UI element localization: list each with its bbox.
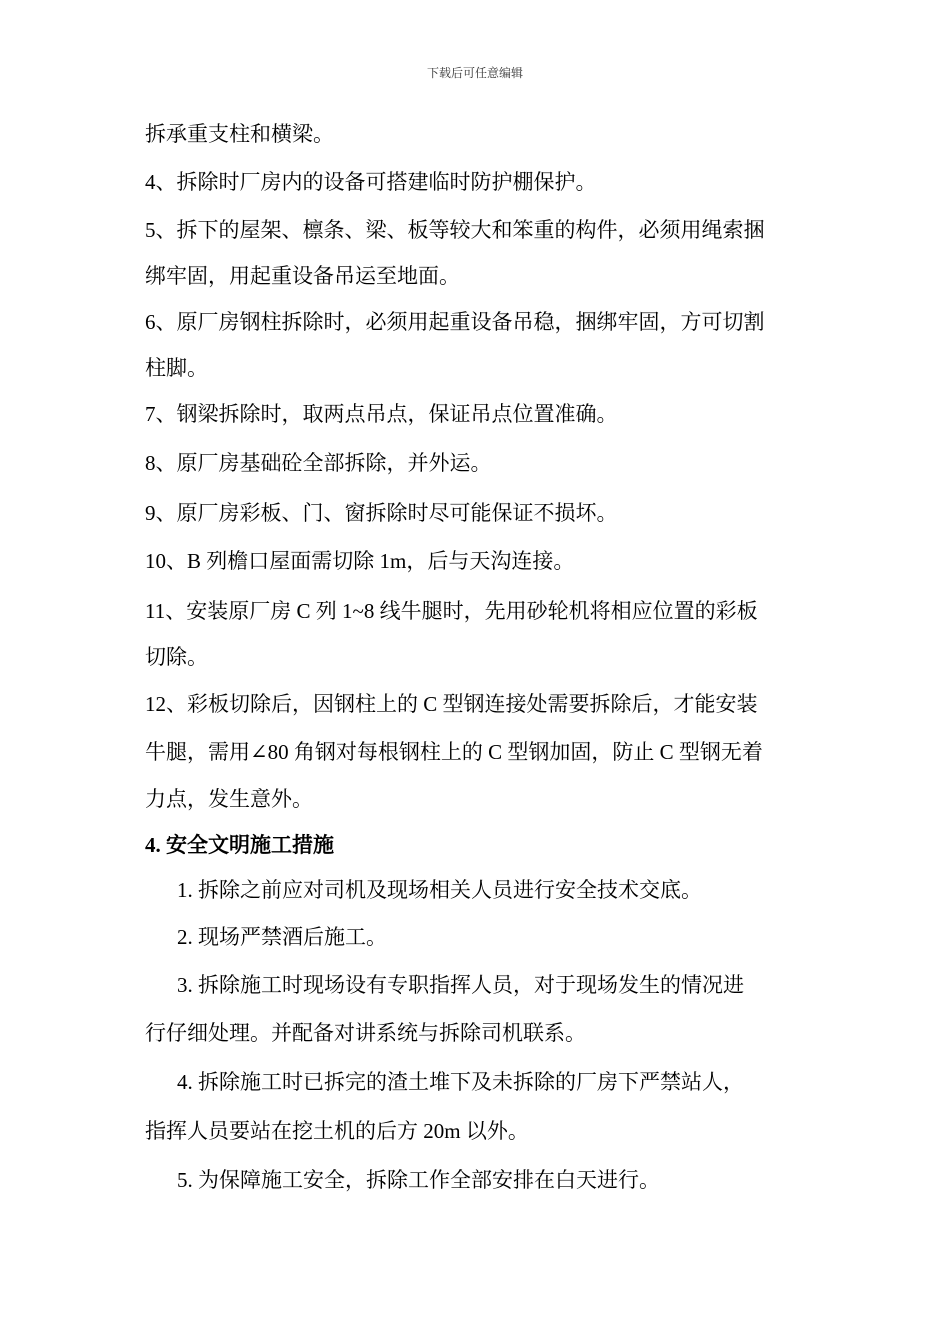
text-line: 10、B 列檐口屋面需切除 1m，后与天沟连接。 (145, 549, 575, 573)
section-heading: 4. 安全文明施工措施 (145, 833, 334, 857)
text-line: 12、彩板切除后，因钢柱上的 C 型钢连接处需要拆除后，才能安装 (145, 692, 758, 716)
text-line: 4、拆除时厂房内的设备可搭建临时防护棚保护。 (145, 170, 597, 194)
text-line: 柱脚。 (145, 356, 208, 380)
text-line: 6、原厂房钢柱拆除时，必须用起重设备吊稳，捆绑牢固，方可切割 (145, 310, 765, 334)
list-item: 1. 拆除之前应对司机及现场相关人员进行安全技术交底。 (177, 878, 702, 902)
text-line: 拆承重支柱和横梁。 (145, 122, 334, 146)
page-header: 下载后可任意编辑 (426, 66, 523, 80)
list-item: 4. 拆除施工时已拆完的渣土堆下及未拆除的厂房下严禁站人， (177, 1070, 744, 1094)
text-line: 8、原厂房基础砼全部拆除，并外运。 (145, 451, 492, 475)
text-line: 切除。 (145, 645, 208, 669)
text-line: 行仔细处理。并配备对讲系统与拆除司机联系。 (145, 1021, 586, 1045)
text-line: 7、钢梁拆除时，取两点吊点，保证吊点位置准确。 (145, 402, 618, 426)
text-line: 9、原厂房彩板、门、窗拆除时尽可能保证不损坏。 (145, 501, 618, 525)
text-line: 绑牢固，用起重设备吊运至地面。 (145, 264, 460, 288)
list-item: 5. 为保障施工安全，拆除工作全部安排在白天进行。 (177, 1168, 660, 1192)
text-line: 力点，发生意外。 (145, 787, 313, 811)
text-line: 11、安装原厂房 C 列 1~8 线牛腿时，先用砂轮机将相应位置的彩板 (145, 599, 758, 623)
list-item: 3. 拆除施工时现场设有专职指挥人员，对于现场发生的情况进 (177, 973, 744, 997)
list-item: 2. 现场严禁酒后施工。 (177, 925, 387, 949)
text-line: 牛腿，需用∠80 角钢对每根钢柱上的 C 型钢加固，防止 C 型钢无着 (145, 740, 763, 764)
text-line: 5、拆下的屋架、檩条、梁、板等较大和笨重的构件，必须用绳索捆 (145, 218, 765, 242)
text-line: 指挥人员要站在挖土机的后方 20m 以外。 (145, 1119, 529, 1143)
